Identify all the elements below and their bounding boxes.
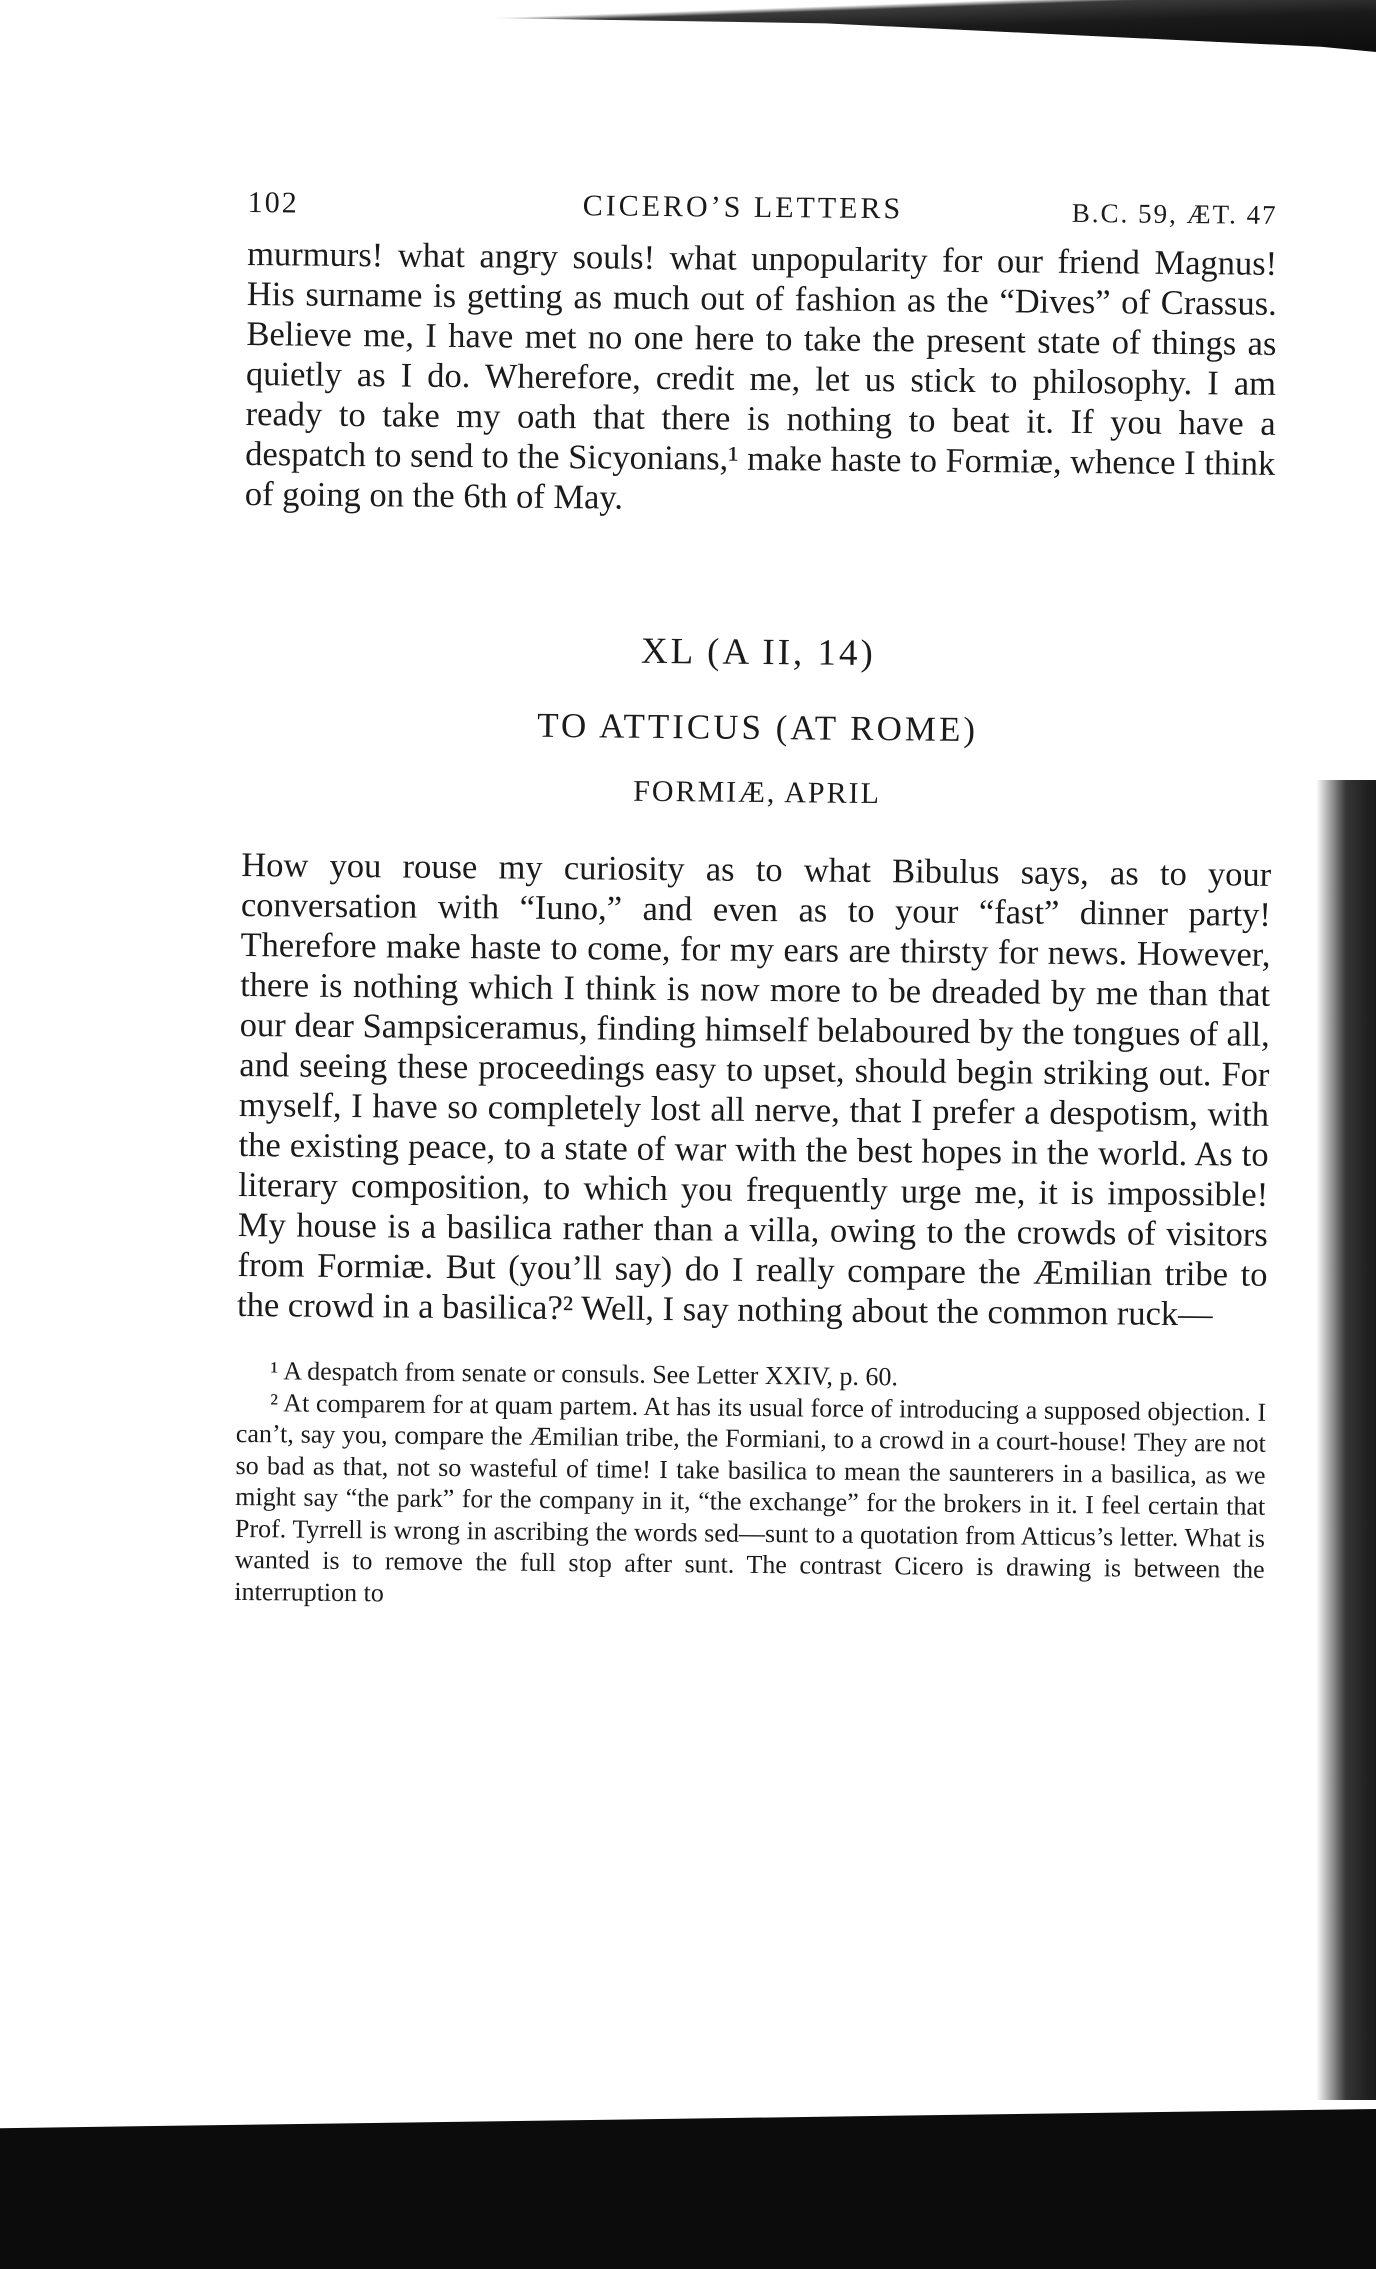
scan-shadow-right (1316, 780, 1376, 2100)
letter-recipient: TO ATTICUS (AT ROME) (537, 705, 979, 750)
scan-shadow-bottom (0, 2109, 1376, 2269)
scan-shadow-top (0, 0, 1376, 52)
running-head (247, 170, 1277, 236)
page-number: 102 (247, 185, 299, 220)
running-title: CICERO’S LETTERS (582, 189, 904, 226)
footnote-1: ¹ A despatch from senate or consuls. See Letter XXIV, p. 60. (270, 1356, 899, 1392)
book-page (234, 170, 1278, 1617)
continued-paragraph: murmurs! what angry souls! what unpopularity for our friend Magnus! His surname is getting as much out of fashion as the “Dives” of Crassus. Believe me, I have met no one here to take the present state of things as quietly as I do. Wherefore, credit me, let us stick to philosophy. I am ready to take my oath that there is nothing to beat it. If you have a despatch to send to the Sicyonians,¹ make haste to Formiæ, whence I think of going on the 6th of May. (244, 234, 1278, 517)
running-date: B.C. 59, ÆT. 47 (1071, 197, 1278, 230)
letter-body: How you rouse my curiosity as to what Bibulus says, as to your conversation with “Iuno,” and even as to your “fast” dinner party! Therefore make haste to come, for my ears are thirsty for news. However, there is nothing which I think is now more to be dreaded by me than that our dear Sampsiceramus, finding himself belaboured by the tongues of all, and seeing these proceedings easy to upset, should begin striking out. For myself, I have so completely lost all nerve, that I prefer a despotism, with the existing peace, to a state of war with the best hopes in the world. As to literary composition, to which you frequently urge me, it is impossible! My house is a basilica rather than a villa, owing to the crowds of visitors from Formiæ. But (you’ll say) do I really compare the Æmilian tribe to the crowd in a basilica?² Well, I say nothing about the common ruck— (236, 845, 1272, 1334)
letter-number: XL (A II, 14) (640, 630, 877, 675)
letter-place-date: FORMIÆ, APRIL (633, 774, 882, 811)
footnote-2: ² At comparem for at quam partem. At has its usual force of introducing a supposed objection. I can’t, say you, compare the Æmilian tribe, the Formiani, to a crowd in a court-house! They are not so bad as that, not so wasteful of time! I take basilica to mean the saunterers in a basilica, as we might say “the park” for the company in it, “the exchange” for the brokers in it. I feel certain that Prof. Tyrrell is wrong in ascribing the words sed—sunt to a quotation from Atticus’s letter. What is wanted is to remove the full stop after sunt. The contrast Cicero is drawing is between the interruption to (234, 1387, 1267, 1607)
footnotes (234, 1355, 1266, 1617)
